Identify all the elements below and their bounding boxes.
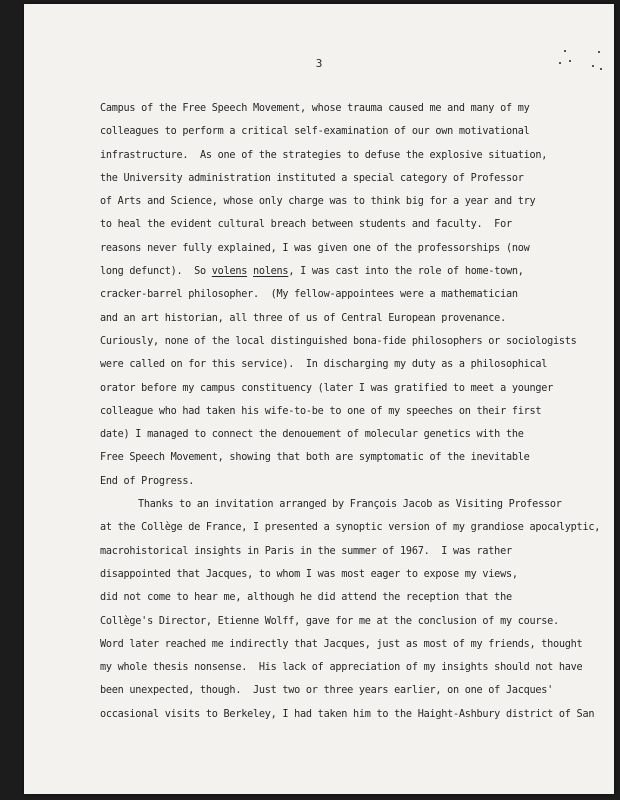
text-line: were called on for this service). In discharging my duty as a philosophical <box>100 359 548 371</box>
text-line: the University administration instituted a special category of Professor <box>100 172 524 184</box>
page-number: 3 <box>315 57 323 70</box>
text-line: orator before my campus constituency (later I was gratified to meet a younger <box>100 382 554 394</box>
underlined-word-nolens: nolens <box>253 266 289 278</box>
body-text <box>100 97 600 726</box>
text-line: Collège's Director, Etienne Wolff, gave for me at the conclusion of my course. <box>100 615 559 627</box>
text-line: reasons never fully explained, I was given one of the professorships (now <box>100 242 530 254</box>
ink-speck <box>559 62 561 64</box>
text-line: of Arts and Science, whose only charge was to think big for a year and try <box>100 196 536 208</box>
text-line: infrastructure. As one of the strategies to defuse the explosive situation, <box>100 149 548 161</box>
text-line: date) I managed to connect the denouement of molecular genetics with the <box>100 429 524 441</box>
ink-speck <box>600 68 602 70</box>
text-line: been unexpected, though. Just two or three years earlier, on one of Jacques' <box>100 685 554 697</box>
ink-speck <box>598 51 600 53</box>
text-line: cracker-barrel philosopher. (My fellow-appointees were a mathematician <box>100 289 518 301</box>
ink-specks <box>544 44 604 74</box>
text-line: End of Progress. <box>100 475 195 487</box>
ink-speck <box>592 65 594 67</box>
text-line: colleague who had taken his wife-to-be to one of my speeches on their first <box>100 405 542 417</box>
text-line: occasional visits to Berkeley, I had taken him to the Haight-Ashbury district of San <box>100 708 595 720</box>
paragraph-first-line: Thanks to an invitation arranged by François Jacob as Visiting Professor <box>138 499 562 511</box>
underlined-word-volens: volens <box>211 266 248 278</box>
text-line: colleagues to perform a critical self-examination of our own motivational <box>100 126 530 138</box>
ink-speck <box>569 60 571 62</box>
text-line: at the Collège de France, I presented a synoptic version of my grandiose apocalyptic, <box>100 522 601 534</box>
text-line: Free Speech Movement, showing that both are symptomatic of the inevitable <box>100 452 530 464</box>
ink-speck <box>564 50 566 52</box>
text-line: to heal the evident cultural breach between students and faculty. For <box>100 219 512 231</box>
text-line: Word later reached me indirectly that Jacques, just as most of my friends, thought <box>100 638 583 650</box>
text-line: macrohistorical insights in Paris in the summer of 1967. I was rather <box>100 545 512 557</box>
text-line: and an art historian, all three of us of Central European provenance. <box>100 312 506 324</box>
text-line: Campus of the Free Speech Movement, whose trauma caused me and many of my <box>100 103 530 114</box>
text-line: Curiously, none of the local distinguished bona-fide philosophers or sociologists <box>100 335 577 347</box>
text-segment: long defunct). So <box>100 266 212 278</box>
text-line: did not come to hear me, although he did attend the reception that the <box>100 592 512 604</box>
text-line-underlined <box>100 260 600 283</box>
text-line: disappointed that Jacques, to whom I was most eager to expose my views, <box>100 568 518 580</box>
text-segment: , I was cast into the role of home-town, <box>288 266 524 278</box>
document-page <box>24 4 614 794</box>
text-line: my whole thesis nonsense. His lack of appreciation of my insights should not have <box>100 662 583 674</box>
